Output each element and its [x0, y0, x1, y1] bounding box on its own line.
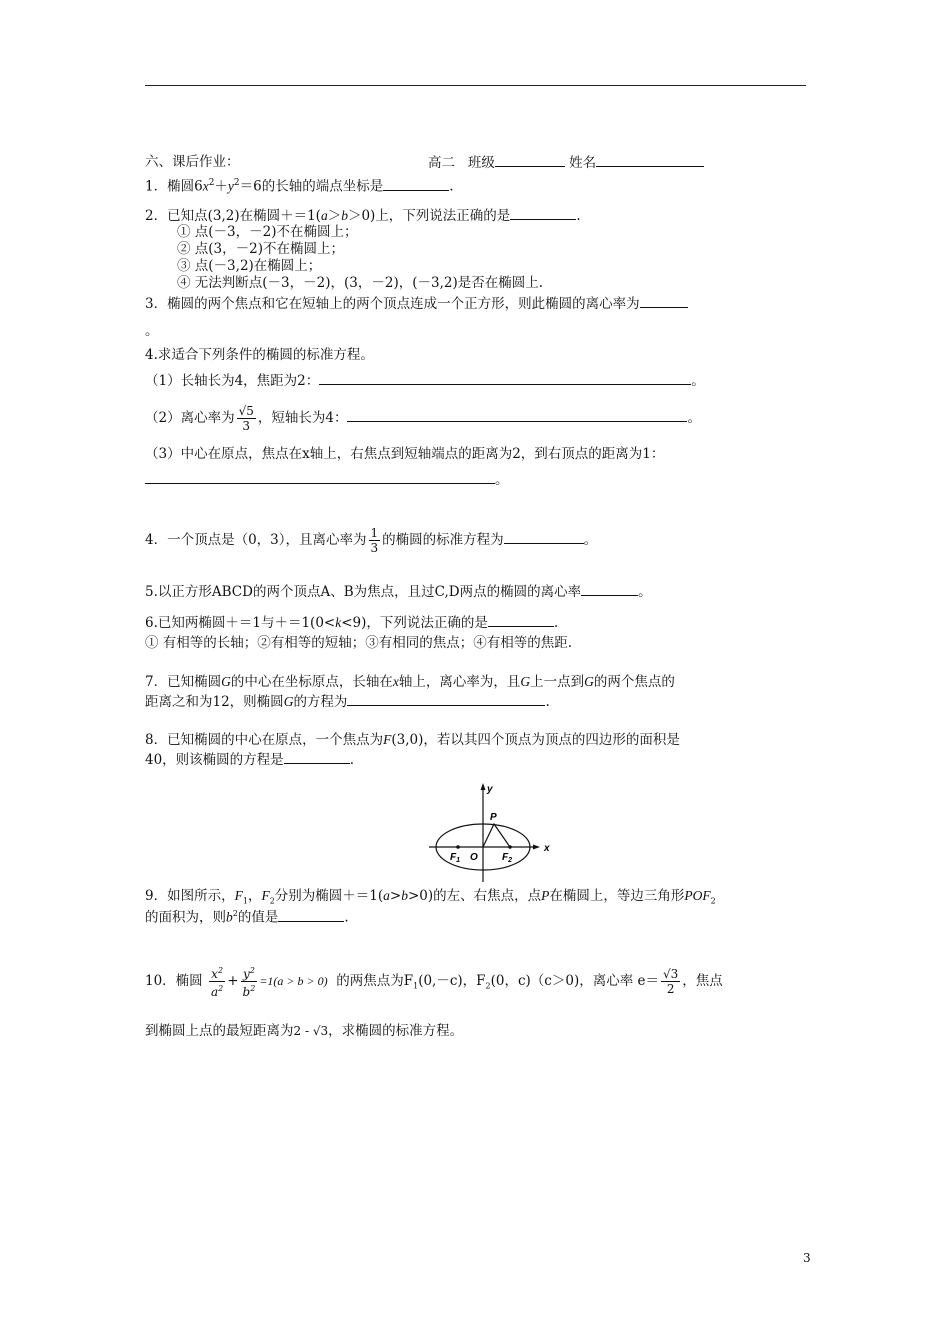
header-rule [145, 85, 806, 86]
fraction-one-third: $\frac{1}{3}$ [370, 526, 379, 555]
fraction-sqrt3-over-2: $\frac{√3}{2}$ [663, 967, 679, 996]
question-8-line-1: 8．已知椭圆的中心在原点，一个焦点为F(3,0)，若以其四个顶点为顶点的四边形的面积是 [145, 732, 680, 748]
x-axis-arrow [533, 845, 540, 850]
question-3-end: 。 [145, 323, 159, 339]
question-4-part-3: （3）中心在原点，焦点在x轴上，右焦点到短轴端点的距离为2，到右顶点的距离为1： [145, 446, 665, 462]
fraction-sqrt5-over-3: $\frac{√5}{3}$ [238, 404, 254, 433]
question-6-options: ① 有相等的长轴；②有相等的短轴；③有相同的焦点；④有相等的焦距. [145, 635, 573, 651]
label-f2: $F_2$ [502, 852, 513, 864]
q2-option-1: ① 点(－3，－2)不在椭圆上； [177, 224, 358, 240]
question-7-line-1: 7．已知椭圆G的中心在坐标原点，长轴在x轴上，离心率为，且G上一点到G的两个焦点的 [145, 674, 675, 690]
question-1: 1．椭圆$6x^2+y^2=6$的长轴的端点坐标是 . [145, 178, 454, 195]
question-10-line-1: 10．椭圆 $\frac{x^2}{a^2}$ + $\frac{y^2}{b^2}$ =1(a > b > 0) 的两焦点为$F_1(0,-c)$，$F_2(0$，c)（c＞0)，离心率 e＝ $\frac{√3}{2}$ ，焦点 [145, 966, 723, 999]
q2-option-4: ④ 无法判断点(－3，－2)，(3，－2)，(－3,2)是否在椭圆上. [177, 275, 544, 291]
question-10-line-2: 到椭圆上点的最短距离为2 - √3，求椭圆的标准方程。 [145, 1023, 464, 1039]
q2-option-3: ③ 点(－3,2)在椭圆上； [177, 258, 322, 274]
page-number: 3 [803, 1251, 811, 1265]
y-axis-arrow [481, 783, 486, 790]
question-7-line-2: 距离之和为12，则椭圆G的方程为 . [145, 694, 550, 710]
question-8-line-2: 40，则该椭圆的方程是 . [145, 752, 354, 768]
label-f1: $F_1$ [450, 852, 461, 864]
focus-f1-dot [456, 845, 460, 849]
student-info: 高二 班级 姓名 [428, 153, 704, 172]
question-4-part-3-answer: 。 [145, 470, 509, 489]
ellipse-figure [426, 780, 556, 885]
question-4-part-2: （2）离心率为 $\frac{√5}{3}$ ，短轴长为4： 。 [145, 404, 701, 433]
question-4-stem: 4.求适合下列条件的椭圆的标准方程。 [145, 347, 374, 363]
label-p: P [490, 812, 497, 823]
question-2: 2．已知点(3,2)在椭圆＋＝1(a＞b＞0)上，下列说法正确的是 . [145, 208, 581, 224]
label-y: y [487, 784, 493, 795]
q2-option-2: ② 点(3，－2)不在椭圆上； [177, 241, 345, 257]
question-9-line-1: 9．如图所示，$F_1$，$F_2$分别为椭圆＋＝1(a>b>0)的左、右焦点，点P在椭圆上，等边三角形$POF_2$ [145, 888, 716, 906]
question-6: 6.已知两椭圆＋＝1与＋＝1(0<k<9)，下列说法正确的是 . [145, 615, 559, 631]
label-o: O [470, 852, 478, 863]
question-5: 5.以正方形ABCD的两个顶点A、B为焦点，且过C,D两点的椭圆的离心率 。 [145, 584, 652, 600]
section-title: 六、课后作业： [145, 154, 240, 170]
question-3: 3．椭圆的两个焦点和它在短轴上的两个顶点连成一个正方形，则此椭圆的离心率为 [145, 294, 688, 313]
focus-f2-dot [508, 845, 512, 849]
fraction-y2-over-b2: $\frac{y^2}{b^2}$ [242, 966, 256, 999]
question-4-part-1: （1）长轴长为4，焦距为2： 。 [145, 373, 705, 389]
label-x: x [544, 843, 550, 854]
question-9-line-2: 的面积为，则$b^2$的值是 . [145, 909, 349, 926]
fraction-x2-over-a2: $\frac{x^2}{a^2}$ [210, 966, 224, 999]
question-4b: 4．一个顶点是（0，3），且离心率为 $\frac{1}{3}$ 的椭圆的标准方程为 。 [145, 526, 598, 555]
